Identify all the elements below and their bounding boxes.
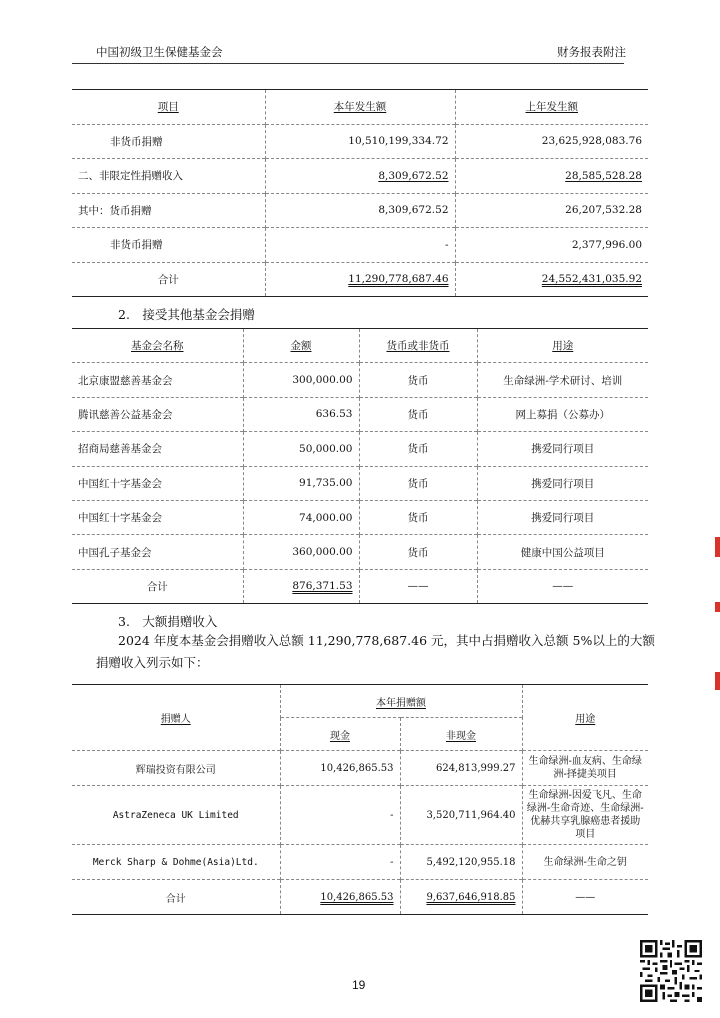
donation-type: 货币 — [359, 363, 477, 397]
amount: 91,735.00 — [243, 466, 359, 500]
table-row — [72, 845, 648, 880]
col-header-type: 货币或非货币 — [386, 340, 450, 353]
table-total-row — [72, 262, 648, 297]
cash-amount: - — [280, 845, 400, 880]
donor-name: 辉瑞投资有限公司 — [72, 751, 280, 786]
noncash-amount: 3,520,711,964.40 — [400, 786, 522, 845]
col-header-current-year: 本年捐赠额 — [376, 697, 426, 709]
col-header-prior: 上年发生额 — [525, 101, 578, 114]
cash-amount: - — [280, 786, 400, 845]
col-header-donor: 捐赠人 — [160, 714, 191, 725]
col-header-use: 用途 — [575, 714, 596, 725]
table-total-row — [72, 569, 648, 603]
amount: 636.53 — [243, 397, 359, 431]
total-label: 合计 — [72, 569, 243, 603]
header-org-name: 中国初级卫生保健基金会 — [96, 45, 223, 59]
header-doc-title: 财务报表附注 — [557, 45, 626, 59]
purpose: 网上募捐（公募办） — [477, 397, 648, 431]
purpose: 生命绿洲-学术研讨、培训 — [477, 363, 648, 397]
large-donations-table — [72, 684, 648, 915]
table-row — [72, 124, 648, 159]
col-header-item: 项目 — [157, 101, 179, 114]
total-use: —— — [522, 880, 648, 915]
table-row — [72, 159, 648, 194]
noncash-amount: 5,492,120,955.18 — [400, 845, 522, 880]
row-current: 8,309,672.52 — [265, 193, 455, 228]
total-label: 合计 — [72, 880, 280, 915]
donor-name: Merck Sharp & Dohme(Asia)Ltd. — [72, 845, 280, 880]
table-row — [72, 500, 648, 534]
total-prior: 24,552,431,035.92 — [541, 273, 642, 286]
total-use: —— — [477, 569, 648, 603]
table-row — [72, 363, 648, 397]
total-cash: 10,426,865.53 — [320, 891, 394, 903]
table-row — [72, 535, 648, 569]
row-prior: 2,377,996.00 — [455, 228, 648, 263]
row-current: - — [265, 228, 455, 263]
row-label: 其中：货币捐赠 — [72, 193, 265, 228]
foundation-name: 中国孔子基金会 — [72, 535, 243, 569]
section-3-paragraph-line2: 捐赠收入列示如下： — [96, 655, 209, 670]
table-total-row — [72, 880, 648, 915]
row-current: 8,309,672.52 — [378, 169, 449, 182]
stamp-fragment — [715, 537, 720, 557]
total-current: 11,290,778,687.46 — [348, 273, 449, 286]
purpose: 生命绿洲-生命之钥 — [522, 845, 648, 880]
purpose: 携爱同行项目 — [477, 432, 648, 466]
col-header-amount: 金额 — [290, 340, 312, 353]
donation-type: 货币 — [359, 397, 477, 431]
foundation-name: 中国红十字基金会 — [72, 466, 243, 500]
purpose: 生命绿洲-因爱飞凡、生命绿洲-生命奇迹、生命绿洲-优赫共享乳腺癌患者援助项目 — [522, 786, 648, 845]
amount: 50,000.00 — [243, 432, 359, 466]
table-header-row — [72, 685, 648, 718]
row-label: 非货币捐赠 — [72, 228, 265, 263]
foundation-name: 腾讯慈善公益基金会 — [72, 397, 243, 431]
header-rule — [72, 63, 624, 64]
table-row — [72, 786, 648, 845]
row-prior: 23,625,928,083.76 — [455, 124, 648, 159]
stamp-fragment — [715, 602, 720, 612]
table-row — [72, 397, 648, 431]
section-3-title: 3. 大额捐赠收入 — [118, 614, 218, 629]
cash-amount: 10,426,865.53 — [280, 751, 400, 786]
purpose: 携爱同行项目 — [477, 500, 648, 534]
row-prior: 26,207,532.28 — [455, 193, 648, 228]
purpose: 生命绿洲-血友病、生命绿洲-择捷美项目 — [522, 751, 648, 786]
amount: 74,000.00 — [243, 500, 359, 534]
donation-type: 货币 — [359, 500, 477, 534]
table-row — [72, 228, 648, 263]
row-label: 非货币捐赠 — [72, 124, 265, 159]
donation-type: 货币 — [359, 535, 477, 569]
col-header-current: 本年发生额 — [333, 101, 387, 114]
donation-type: 货币 — [359, 432, 477, 466]
table-row — [72, 193, 648, 228]
col-header-use: 用途 — [552, 340, 574, 353]
total-amount: 876,371.53 — [292, 580, 353, 593]
table-row — [72, 751, 648, 786]
row-label: 二、非限定性捐赠收入 — [72, 159, 265, 194]
table-row — [72, 466, 648, 500]
donation-type: 货币 — [359, 466, 477, 500]
col-header-cash: 现金 — [330, 730, 350, 742]
stamp-fragment — [715, 672, 720, 690]
amount: 300,000.00 — [243, 363, 359, 397]
foundation-name: 中国红十字基金会 — [72, 500, 243, 534]
total-noncash: 9,637,646,918.85 — [426, 891, 516, 903]
col-header-noncash: 非现金 — [446, 730, 476, 742]
table-header-row — [72, 90, 648, 125]
foundation-donations-table — [72, 328, 648, 604]
noncash-amount: 624,813,999.27 — [400, 751, 522, 786]
purpose: 携爱同行项目 — [477, 466, 648, 500]
amount: 360,000.00 — [243, 535, 359, 569]
col-header-foundation: 基金会名称 — [131, 340, 184, 353]
page-number: 19 — [352, 978, 366, 992]
total-type: —— — [359, 569, 477, 603]
purpose: 健康中国公益项目 — [477, 535, 648, 569]
section-3-paragraph-line1: 2024 年度本基金会捐赠收入总额 11,290,778,687.46 元，其中占捐赠收入总额 5%以上的大额 — [118, 633, 655, 648]
total-label: 合计 — [72, 262, 265, 297]
row-prior: 28,585,528.28 — [565, 169, 642, 182]
section-2-title: 2. 接受其他基金会捐赠 — [118, 307, 255, 322]
foundation-name: 北京康盟慈善基金会 — [72, 363, 243, 397]
row-current: 10,510,199,334.72 — [265, 124, 455, 159]
table-header-row — [72, 329, 648, 363]
table-row — [72, 432, 648, 466]
donor-name: AstraZeneca UK Limited — [72, 786, 280, 845]
foundation-name: 招商局慈善基金会 — [72, 432, 243, 466]
qr-code-icon — [640, 940, 702, 1002]
donation-income-table — [72, 89, 648, 297]
